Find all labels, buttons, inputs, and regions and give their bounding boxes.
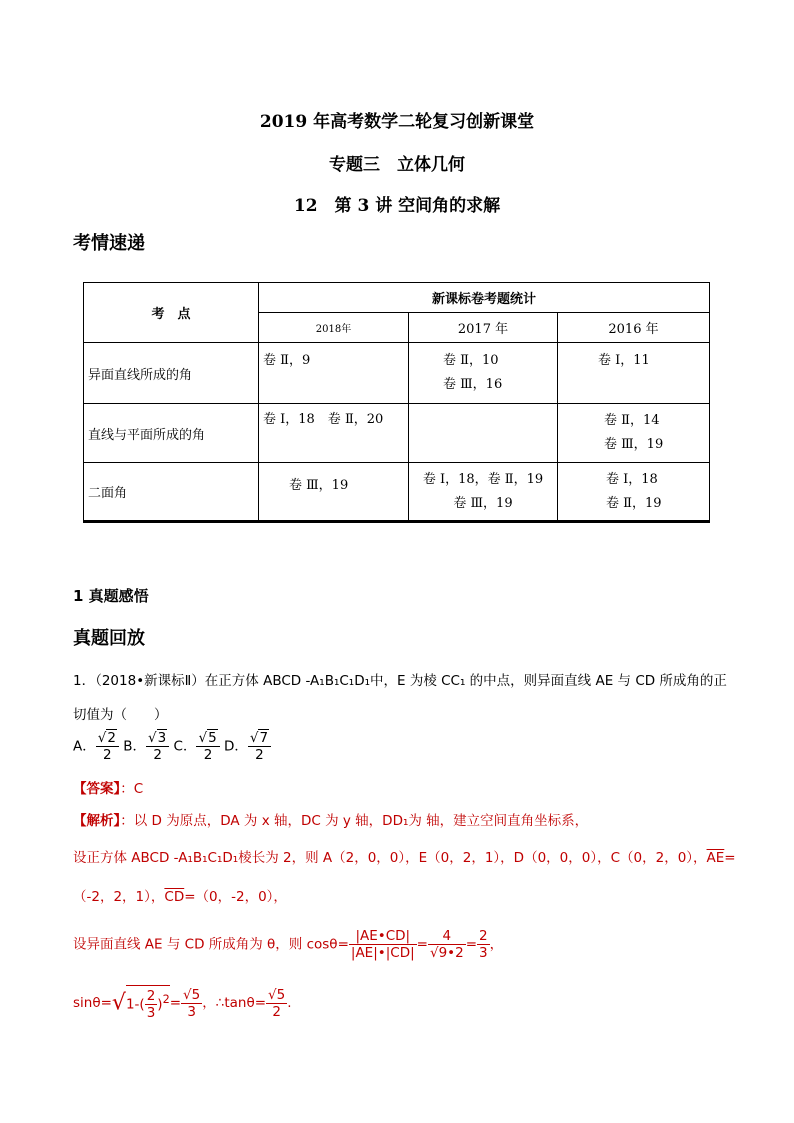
analysis-text: （-2，2，1），	[73, 889, 165, 905]
equals-sign: =	[465, 936, 478, 953]
vector-cd: $\overline{CD}$	[164, 889, 185, 905]
table-header-year: 2018年	[259, 313, 409, 343]
doc-title-line1: 2019 年高考数学二轮复习创新课堂	[259, 112, 535, 132]
question-text: 1．（2018•新课标Ⅱ）在正方体 ABCD -A₁B₁C₁D₁中，E 为棱 CC₁ 的中点，则异面直线 AE 与 CD 所成角的正	[73, 673, 727, 689]
answer-value: ：C	[120, 781, 144, 797]
option-b-label: B．	[123, 738, 147, 755]
vector-ae: $\overline{AE}$	[706, 850, 725, 866]
option-a-label: A．	[73, 738, 96, 755]
analysis-line2	[73, 846, 736, 866]
option-c-value: $\frac{√5}{2}$	[196, 730, 219, 763]
analysis-line4	[73, 928, 503, 961]
analysis-text: ，	[489, 936, 504, 953]
doc-title-line2: 专题三 立体几何	[329, 155, 465, 175]
table-header-year: 2017 年	[409, 313, 558, 343]
option-b-value: $\frac{√3}{2}$	[146, 730, 169, 763]
option-d-label: D．	[223, 738, 248, 755]
section-title-kaoqing: 考情速递	[73, 233, 145, 254]
analysis-text: ：以 D 为原点，DA 为 x 轴，DC 为 y 轴，DD₁为 轴，建立空间直角坐标系，	[120, 813, 589, 829]
table-cell: 卷 Ⅱ，19	[606, 495, 662, 511]
cos-fraction: $\frac{|AE•CD|}{|AE|•|CD|}$	[350, 928, 415, 961]
analysis-tag: 【解析】	[73, 813, 121, 829]
sin-value: $\frac{√5}{3}$	[183, 986, 201, 1020]
table-header-kaodian: 考 点	[84, 283, 259, 343]
analysis-text: ，∴tanθ=	[202, 995, 267, 1011]
option-d-value: $\frac{√7}{2}$	[248, 730, 271, 763]
analysis-text: =（0，-2，0），	[184, 889, 287, 905]
analysis-text: sinθ=	[73, 995, 112, 1011]
table-cell: 卷 Ⅰ，18 卷 Ⅱ，20	[263, 412, 384, 427]
table-cell: 卷 Ⅰ，18	[606, 471, 658, 487]
table-cell: 卷 Ⅲ，16	[443, 377, 503, 392]
equals-sign: =	[169, 995, 182, 1011]
table-cell: 卷 Ⅲ，19	[289, 477, 349, 493]
analysis-text: 设异面直线 AE 与 CD 所成角为 θ，则 cosθ=	[73, 936, 349, 953]
table-cell-topic: 直线与平面所成的角	[84, 404, 259, 463]
table-cell: 卷 Ⅱ，10	[443, 353, 499, 368]
analysis-text: .	[287, 995, 292, 1011]
table-cell: 卷 Ⅱ，9	[263, 353, 311, 368]
table-cell: 卷 Ⅰ，18，卷 Ⅱ，19	[422, 471, 544, 487]
table-row	[84, 463, 710, 522]
answer-options	[73, 730, 271, 763]
section-title-zhenti-ganwu: 1 真题感悟	[73, 587, 149, 605]
table-cell: 卷 Ⅰ，11	[598, 353, 650, 368]
equals-sign: =	[416, 936, 428, 953]
analysis-text: 设正方体 ABCD -A₁B₁C₁D₁棱长为 2，则 A（2，0，0），E（0，2，1），D（0，0，0），C（0，2，0），	[73, 850, 707, 866]
table-cell-topic: 二面角	[84, 463, 259, 522]
table-cell: 卷 Ⅲ，19	[453, 495, 513, 511]
analysis-text: =	[724, 850, 736, 866]
table-cell: 卷 Ⅲ，19	[604, 437, 664, 452]
table-cell-topic: 异面直线所成的角	[84, 343, 259, 404]
tan-value: $\frac{√5}{2}$	[268, 986, 286, 1020]
sin-radicand: 1-( $\frac{2}{3}$ )$^2$	[126, 985, 170, 1021]
table-cell: 卷 Ⅱ，14	[604, 413, 660, 428]
option-a-value: $\frac{√2}{2}$	[96, 730, 119, 763]
section-title-zhenti-huifang: 真题回放	[73, 628, 145, 649]
option-c-label: C．	[173, 738, 197, 755]
analysis-line3	[73, 885, 287, 905]
fraction-2-over-3: $\frac{2}{3}$	[479, 928, 488, 961]
analysis-line5: sinθ=√1-( $\frac{2}{3}$ )$^2$= $\frac{√5}{3}$ ，∴tanθ= $\frac{√5}{2}$ .	[73, 986, 292, 1021]
doc-title-line3: 12 第 3 讲 空间角的求解	[293, 196, 501, 216]
table-header-year: 2016 年	[558, 313, 710, 343]
table-row	[84, 404, 710, 463]
answer-tag: 【答案】	[73, 781, 121, 797]
exam-stats-table	[83, 282, 710, 523]
fraction-4-over-sqrt9x2: $\frac{4}{√9•2}$	[429, 928, 464, 961]
table-header-group: 新课标卷考题统计	[259, 283, 710, 313]
analysis-line1	[73, 809, 588, 829]
answer-line	[73, 777, 143, 797]
question-text-cont: 切值为（ ）	[73, 707, 168, 723]
table-row	[84, 343, 710, 404]
